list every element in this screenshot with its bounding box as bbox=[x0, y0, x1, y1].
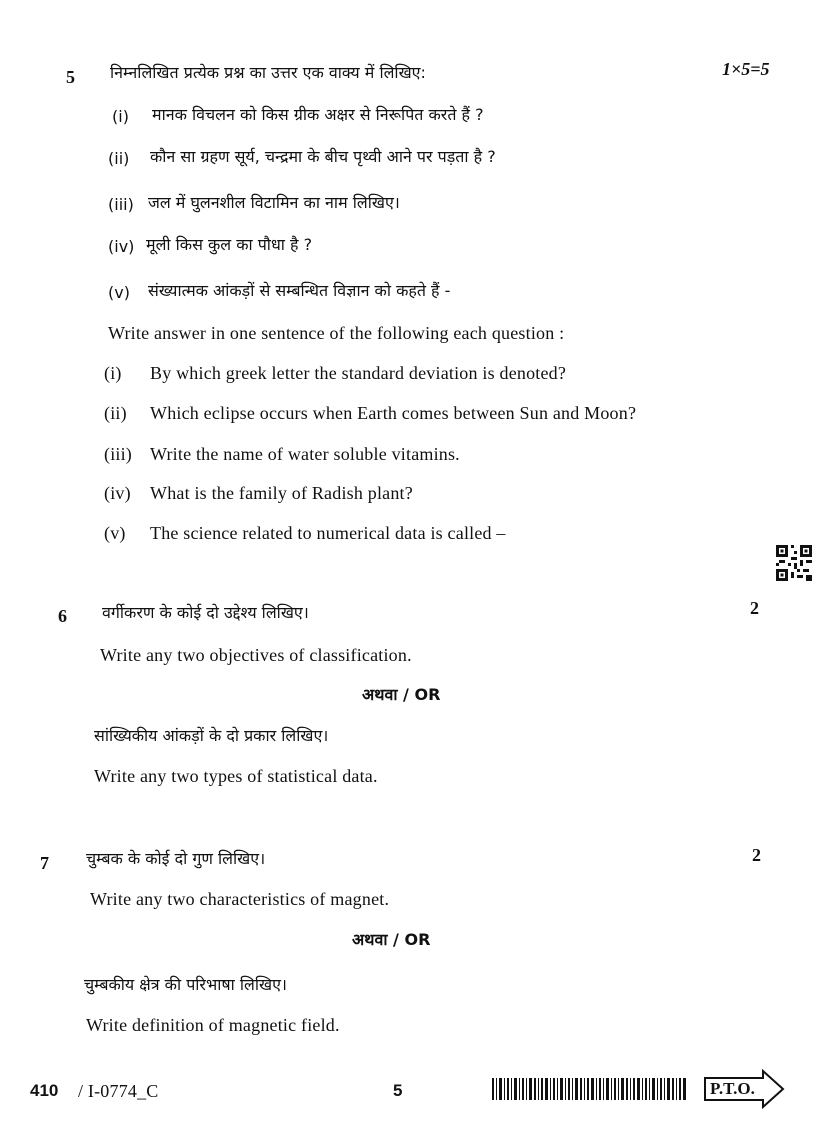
qr-code-icon bbox=[776, 545, 812, 581]
q5-hi-item-label: (v) bbox=[108, 283, 130, 302]
paper-id: / I-0774_C bbox=[78, 1081, 159, 1101]
q6-text-hindi: वर्गीकरण के कोई दो उद्देश्य लिखिए। bbox=[102, 603, 309, 622]
q7-text-hindi: चुम्बक के कोई दो गुण लिखिए। bbox=[86, 849, 266, 868]
q5-number: 5 bbox=[66, 67, 75, 87]
pto-arrow bbox=[703, 1069, 785, 1109]
q7-alt-hindi: चुम्बकीय क्षेत्र की परिभाषा लिखिए। bbox=[84, 975, 287, 994]
q6-marks: 2 bbox=[750, 598, 759, 618]
q5-hi-item-text: कौन सा ग्रहण सूर्य, चन्द्रमा के बीच पृथ्वी आने पर पड़ता है ? bbox=[150, 147, 496, 166]
q6-or-separator: अथवा / OR bbox=[362, 685, 441, 704]
q6-alt-english: Write any two types of statistical data. bbox=[94, 766, 378, 786]
q7-text-english: Write any two characteristics of magnet. bbox=[90, 889, 390, 909]
pto-label: P.T.O. bbox=[710, 1079, 755, 1098]
q5-en-item-label: (iii) bbox=[104, 444, 132, 464]
q5-en-item-text: What is the family of Radish plant? bbox=[150, 483, 413, 503]
q5-instruction-hindi: निम्नलिखित प्रत्येक प्रश्न का उत्तर एक वाक्य में लिखिए: bbox=[110, 63, 426, 82]
q6-number: 6 bbox=[58, 606, 67, 626]
q7-alt-english: Write definition of magnetic field. bbox=[86, 1015, 340, 1035]
q5-instruction-english: Write answer in one sentence of the following each question : bbox=[108, 323, 565, 343]
q5-hi-item-text: मूली किस कुल का पौधा है ? bbox=[146, 235, 313, 254]
q5-marks: 1×5=5 bbox=[722, 59, 770, 79]
q5-hi-item-text: संख्यात्मक आंकड़ों से सम्बन्धित विज्ञान को कहते हैं - bbox=[148, 281, 451, 300]
q5-en-item-label: (ii) bbox=[104, 403, 127, 423]
barcode-icon bbox=[492, 1078, 688, 1100]
q7-number: 7 bbox=[40, 853, 49, 873]
q5-hi-item-label: (iv) bbox=[108, 237, 135, 256]
page-number: 5 bbox=[393, 1081, 403, 1100]
q5-en-item-label: (iv) bbox=[104, 483, 131, 503]
q6-alt-hindi: सांख्यिकीय आंकड़ों के दो प्रकार लिखिए। bbox=[94, 726, 329, 745]
q7-or-separator: अथवा / OR bbox=[352, 930, 431, 949]
q5-en-item-text: By which greek letter the standard deviation is denoted? bbox=[150, 363, 567, 383]
q6-text-english: Write any two objectives of classification. bbox=[100, 645, 412, 665]
q5-en-item-label: (i) bbox=[104, 363, 122, 383]
q5-en-item-text: The science related to numerical data is called – bbox=[150, 523, 506, 543]
q5-en-item-label: (v) bbox=[104, 523, 126, 543]
q5-hi-item-label: (ii) bbox=[108, 149, 130, 168]
q5-en-item-text: Which eclipse occurs when Earth comes between Sun and Moon? bbox=[150, 403, 637, 423]
q5-hi-item-text: जल में घुलनशील विटामिन का नाम लिखिए। bbox=[148, 193, 400, 212]
q5-hi-item-label: (iii) bbox=[108, 195, 134, 214]
q7-marks: 2 bbox=[752, 845, 761, 865]
q5-hi-item-label: (i) bbox=[112, 107, 129, 126]
q5-en-item-text: Write the name of water soluble vitamins. bbox=[150, 444, 460, 464]
q5-hi-item-text: मानक विचलन को किस ग्रीक अक्षर से निरूपित करते हैं ? bbox=[152, 105, 484, 124]
paper-code: 410 bbox=[30, 1081, 59, 1100]
